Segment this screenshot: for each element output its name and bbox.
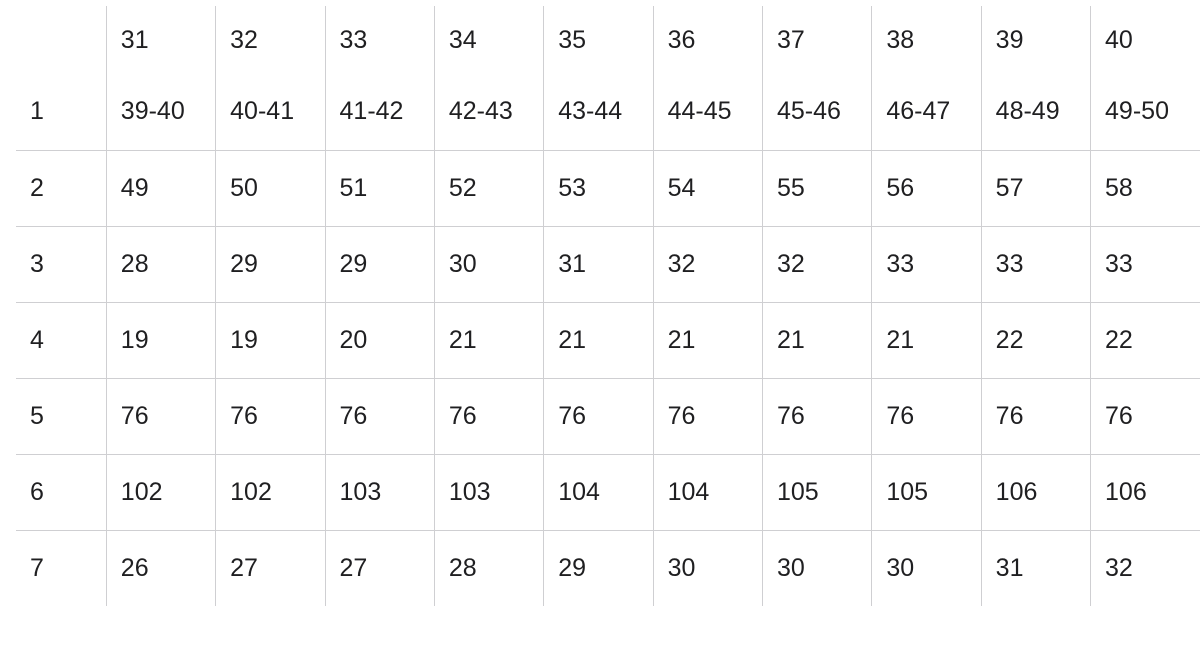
table-cell: 22 [1091,302,1200,378]
table-cell: 33 [1091,226,1200,302]
table-cell: 28 [106,226,215,302]
table-header [16,6,1200,74]
table-cell: 30 [872,530,981,606]
table-cell: 54 [653,150,762,226]
column-header: 39 [981,6,1090,74]
table-cell: 48-49 [981,74,1090,150]
table-cell: 102 [216,454,325,530]
table-cell: 33 [981,226,1090,302]
table-cell: 32 [1105,553,1133,582]
table-cell: 49-50 [1091,74,1200,150]
table-cell: 51 [325,150,434,226]
column-header: 33 [325,6,434,74]
table-row [16,454,1200,530]
table-cell: 105 [762,454,871,530]
table-cell: 29 [216,226,325,302]
column-header: 40 [1105,25,1133,54]
table-cell: 102 [106,454,215,530]
row-label: 6 [16,454,106,530]
table-cell: 106 [981,454,1090,530]
table-cell: 28 [434,530,543,606]
table-cell: 45-46 [762,74,871,150]
table-row [16,150,1200,226]
table-corner-cell [16,6,106,74]
table-row [16,74,1200,150]
table-cell: 20 [325,302,434,378]
table-cell: 53 [544,150,653,226]
table-cell: 57 [981,150,1090,226]
table-cell: 21 [762,302,871,378]
data-table [16,6,1200,606]
table-cell: 33 [872,226,981,302]
table-cell: 56 [872,150,981,226]
table-cell: 21 [653,302,762,378]
table-cell: 55 [762,150,871,226]
row-label: 1 [16,74,106,150]
table-cell: 32 [653,226,762,302]
table-row [16,302,1200,378]
table-cell: 31 [981,530,1090,606]
row-label: 7 [16,530,106,606]
table-cell: 52 [434,150,543,226]
row-label: 5 [16,378,106,454]
table-cell: 26 [106,530,215,606]
table-cell: 30 [762,530,871,606]
table-cell: 76 [1091,378,1200,454]
table-cell: 39-40 [106,74,215,150]
table-cell: 22 [981,302,1090,378]
column-header: 31 [106,6,215,74]
table-cell: 21 [872,302,981,378]
table-cell: 21 [544,302,653,378]
table-cell: 76 [544,378,653,454]
table-row [16,226,1200,302]
column-header: 38 [872,6,981,74]
table-cell: 42-43 [434,74,543,150]
table-cell: 104 [653,454,762,530]
table-row [16,378,1200,454]
table-cell: 103 [325,454,434,530]
table-cell: 40-41 [216,74,325,150]
table-cell: 44-45 [653,74,762,150]
column-header: 35 [544,6,653,74]
table-cell: 32 [762,226,871,302]
table-cell: 76 [981,378,1090,454]
column-header: 36 [653,6,762,74]
row-label: 3 [16,226,106,302]
table-cell: 50 [216,150,325,226]
column-header: 32 [216,6,325,74]
column-header: 34 [434,6,543,74]
row-label: 4 [16,302,106,378]
table-cell: 31 [544,226,653,302]
table-cell: 29 [544,530,653,606]
table-cell: 27 [216,530,325,606]
table-cell: 27 [325,530,434,606]
table-body [16,74,1200,606]
table-cell: 46-47 [872,74,981,150]
table-cell: 21 [434,302,543,378]
table-row [16,530,1200,606]
column-header: 37 [762,6,871,74]
table-cell: 58 [1091,150,1200,226]
row-label: 2 [16,150,106,226]
table-cell: 41-42 [325,74,434,150]
table-cell: 103 [434,454,543,530]
table-cell: 76 [762,378,871,454]
table-cell: 19 [106,302,215,378]
table-cell: 43-44 [544,74,653,150]
table-cell: 76 [106,378,215,454]
table-header-row [16,6,1200,74]
table-cell: 104 [544,454,653,530]
table-cell: 29 [325,226,434,302]
table-cell: 76 [653,378,762,454]
table-cell: 106 [1091,454,1200,530]
table-cell: 30 [653,530,762,606]
table-cell: 76 [872,378,981,454]
table-cell: 49 [106,150,215,226]
table-cell: 76 [434,378,543,454]
table-cell: 19 [216,302,325,378]
table-cell: 30 [434,226,543,302]
table-cell: 76 [216,378,325,454]
table-cell: 76 [325,378,434,454]
table-cell: 105 [872,454,981,530]
